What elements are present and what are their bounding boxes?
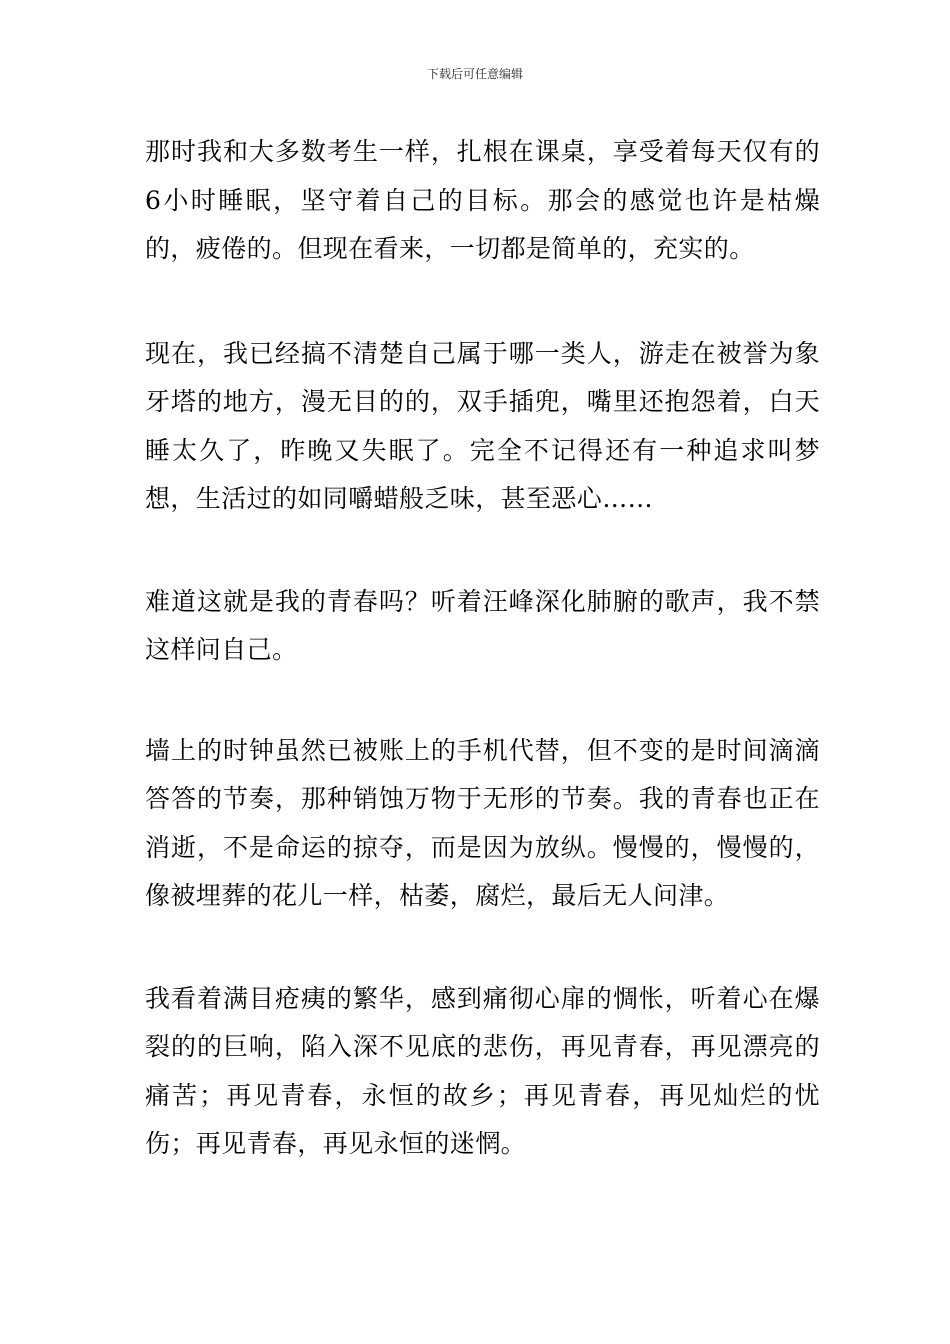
paragraph-2: 现在，我已经搞不清楚自己属于哪一类人，游走在被誉为象牙塔的地方，漫无目的的，双手插兜，嘴里还抱怨着，白天睡太久了，昨晚又失眠了。完全不记得还有一种追求叫梦想，生活过的如同嚼蜡般乏味，甚至恶心…… (145, 338, 820, 513)
page-header: 下载后可任意编辑 (426, 67, 523, 81)
paragraph-3: 难道这就是我的青春吗？听着汪峰深化肺腑的歌声，我不禁这样问自己。 (145, 586, 820, 664)
document-body (145, 128, 820, 1217)
paragraph-4: 墙上的时钟虽然已被账上的手机代替，但不变的是时间滴滴答答的节奏，那种销蚀万物于无形的节奏。我的青春也正在消逝，不是命运的掠夺，而是因为放纵。慢慢的，慢慢的，像被埋葬的花儿一样，枯萎，腐烂，最后无人问津。 (145, 735, 820, 910)
paragraph-1: 那时我和大多数考生一样，扎根在课桌，享受着每天仅有的6小时睡眠，坚守着自己的目标。那会的感觉也许是枯燥的，疲倦的。但现在看来，一切都是简单的，充实的。 (145, 137, 820, 263)
paragraph-5: 我看着满目疮痍的繁华，感到痛彻心扉的惆怅，听着心在爆裂的的巨响，陷入深不见底的悲伤，再见青春，再见漂亮的痛苦；再见青春，永恒的故乡；再见青春，再见灿烂的忧伤；再见青春，再见永恒的迷惘。 (145, 983, 820, 1158)
